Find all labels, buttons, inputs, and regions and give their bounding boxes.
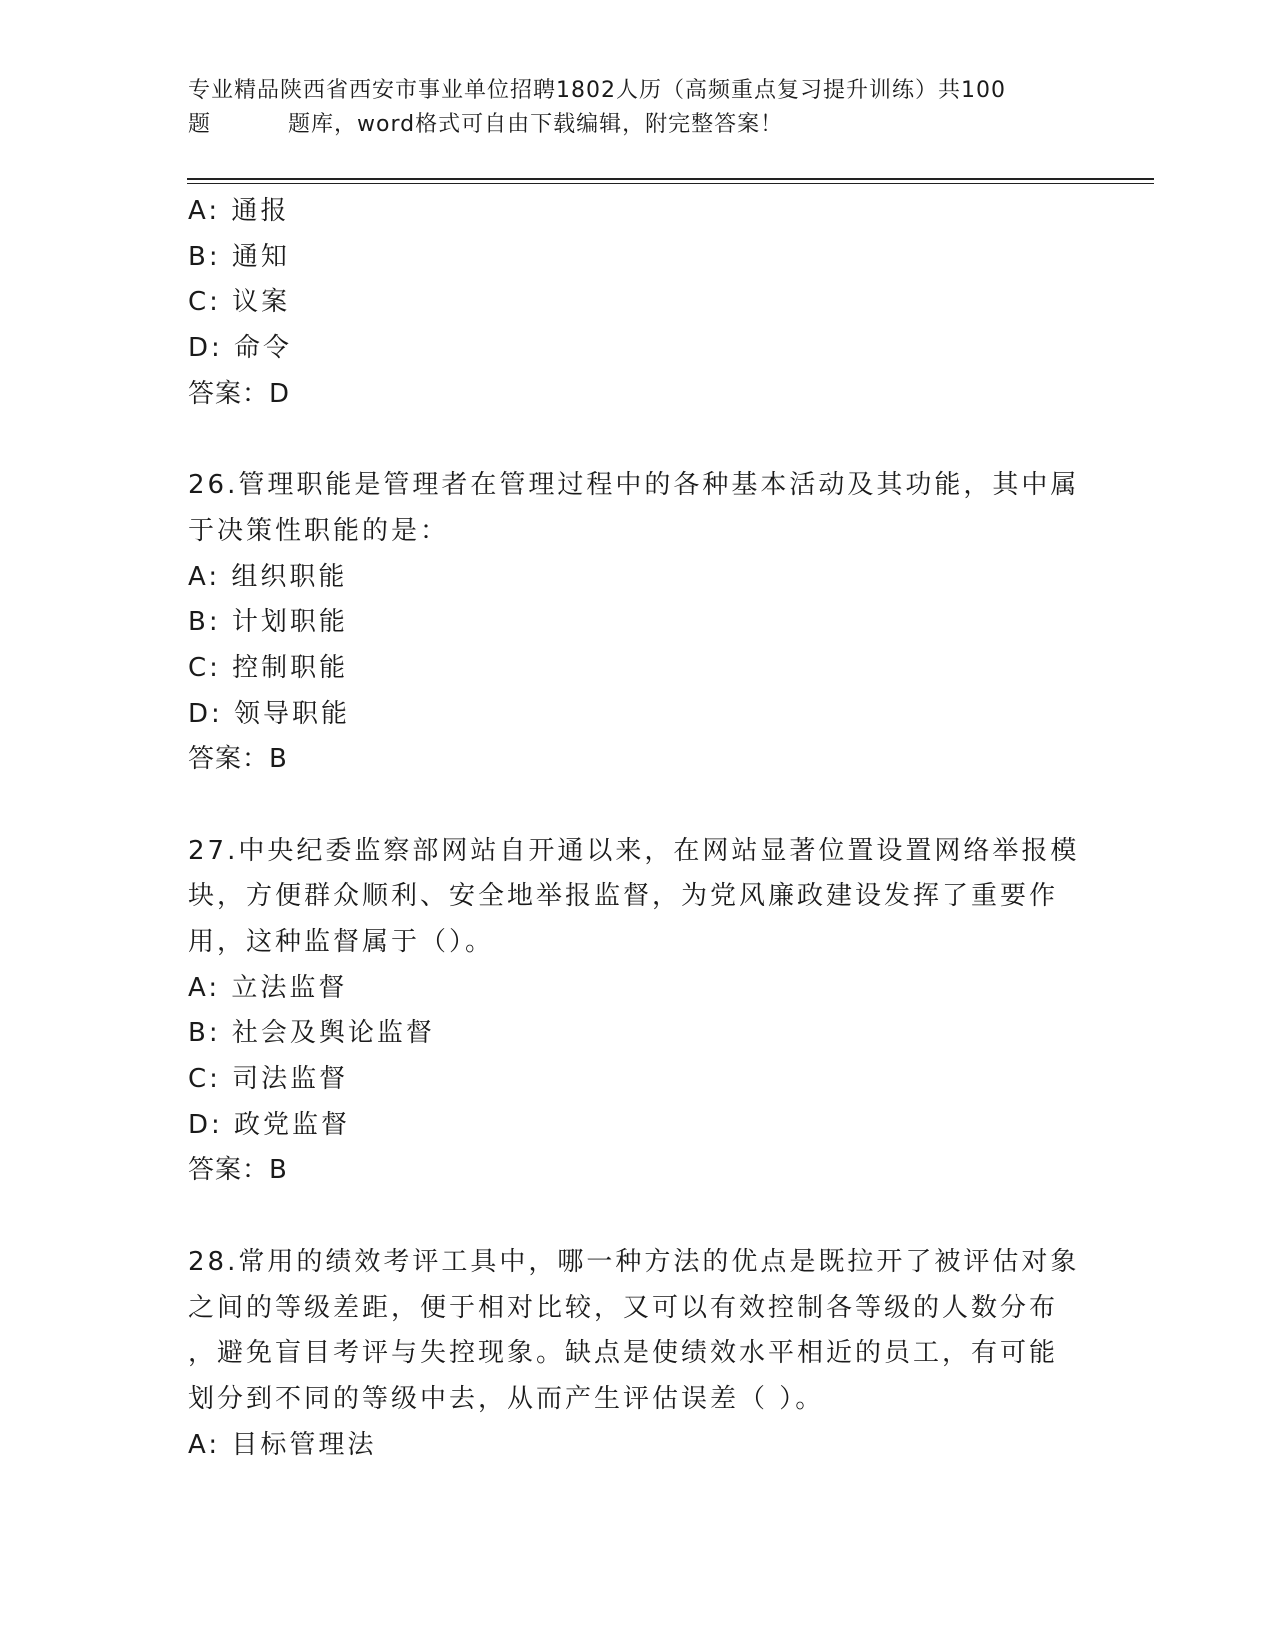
document-header [188,74,1088,142]
option-b: B: 社会及舆论监督 [188,1018,435,1049]
header-title-line2 [188,108,1088,142]
question-28 [188,1240,1088,1468]
header-divider-thin [187,183,1154,184]
option-d: D: 政党监督 [188,1109,351,1140]
question-stem-line: 划分到不同的等级中去，从而产生评估误差（ ）。 [188,1383,825,1414]
question-stem-line: 用，这种监督属于（）。 [188,927,495,957]
option-c: C: 议案 [188,287,291,318]
option-a: A: 立法监督 [188,972,348,1003]
option-a: A: 通报 [188,196,290,226]
header-title-line1: 专业精品陕西省西安市事业单位招聘1802人历（高频重点复习提升训练）共100 [188,78,1006,103]
question-spacer [188,783,1088,829]
question-stem-line: 之间的等级差距，便于相对比较，又可以有效控制各等级的人数分布 [188,1292,1059,1323]
header-divider-thick [187,178,1154,180]
question-26 [188,463,1088,783]
question-27 [188,829,1088,1195]
option-a: A: 组织职能 [188,561,348,592]
question-spacer [188,417,1088,463]
question-stem-line: 27.中央纪委监察部网站自开通以来，在网站显著位置设置网络举报模 [188,835,1080,866]
question-stem-line: 块，方便群众顺利、安全地举报监督，为党风廉政建设发挥了重要作 [188,881,1059,912]
question-stem-line: ，避免盲目考评与失控现象。缺点是使绩效水平相近的员工，有可能 [188,1338,1059,1369]
header-title-line2-rest: 题库，word格式可自由下载编辑，附完整答案！ [288,112,784,137]
option-c: C: 控制职能 [188,652,349,683]
option-a: A: 目标管理法 [188,1429,377,1460]
option-d: D: 命令 [188,333,293,364]
answer-line: 答案：D [188,378,291,409]
answer-line: 答案：B [188,1155,288,1186]
question-stem-line: 于决策性职能的是： [188,515,450,546]
header-title-line2-lead: 题 [188,112,212,137]
question-stem-line: 28.常用的绩效考评工具中，哪一种方法的优点是既拉开了被评估对象 [188,1246,1080,1277]
question-spacer [188,1194,1088,1240]
question-25 [188,189,1088,417]
question-stem-line: 26.管理职能是管理者在管理过程中的各种基本活动及其功能，其中属 [188,470,1080,501]
option-d: D: 领导职能 [188,698,351,729]
option-b: B: 计划职能 [188,607,348,638]
option-b: B: 通知 [188,241,290,272]
question-list [188,189,1088,1468]
answer-line: 答案：B [188,744,288,775]
option-c: C: 司法监督 [188,1064,349,1095]
